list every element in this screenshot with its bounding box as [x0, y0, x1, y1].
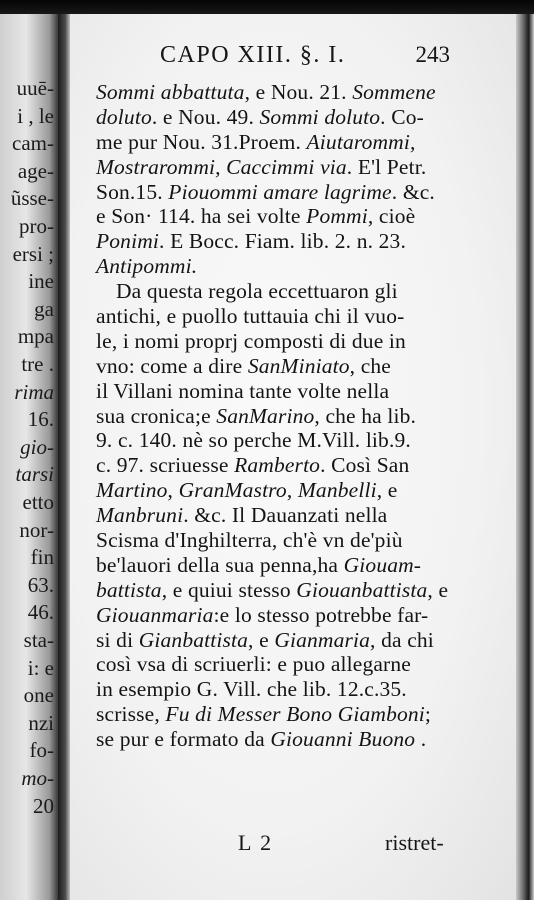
left-page-fragment: rima: [14, 379, 54, 404]
italic-text: SanMarino: [216, 403, 315, 428]
roman-text: . &c. Il Dauanzati nella: [183, 503, 388, 528]
left-page-fragment: ine: [28, 269, 54, 294]
roman-text: . E Bocc. Fiam. lib. 2. n. 23.: [159, 229, 406, 254]
text-line: [96, 453, 486, 478]
roman-text: me pur Nou. 31.Proem.: [96, 129, 307, 154]
left-page-fragment: uuē-: [16, 76, 54, 100]
italic-text: Aiutarommi,: [306, 129, 416, 154]
text-line: [96, 528, 486, 553]
roman-text: , da chi: [370, 627, 434, 652]
left-page-fragment: fin: [30, 545, 54, 570]
text-line: [96, 279, 486, 304]
roman-text: be'lauori della sua penna,ha: [96, 552, 344, 577]
left-page-fragment: etto: [22, 490, 54, 514]
left-page-fragment: age-: [17, 158, 54, 183]
roman-text: ,: [167, 478, 179, 503]
left-page-fragment: ũsse-: [10, 186, 54, 211]
italic-text: Giouam-: [343, 552, 422, 577]
italic-text: Martino: [96, 478, 168, 503]
text-line: [96, 254, 486, 279]
italic-text: Sommene: [352, 80, 436, 104]
left-page-fragment: one: [23, 683, 54, 708]
left-page-fragment: sta-: [23, 628, 54, 652]
page-header: [70, 42, 516, 72]
italic-text: GranMastro: [178, 478, 287, 503]
roman-text: , e quiui stesso: [161, 577, 297, 602]
left-page-fragment: 20: [33, 793, 54, 818]
roman-text: vno: come a dire: [96, 353, 248, 378]
left-page-fragment: pro-: [19, 214, 54, 238]
italic-text: Pommi: [306, 204, 368, 229]
left-page-fragment: nor-: [19, 517, 54, 542]
text-block: [96, 80, 486, 752]
roman-text: , che: [349, 353, 391, 378]
roman-text: c. 97. scriuesse: [96, 453, 235, 478]
left-page-fragment: nzi: [28, 710, 54, 735]
right-page-edge: [516, 14, 534, 900]
roman-text: :e lo stesso potrebbe far-: [213, 602, 429, 627]
page-footer: [70, 830, 516, 858]
catchword: ristret-: [385, 830, 444, 855]
roman-text: Scisma d'Inghilterra, ch'è vn de'più: [96, 528, 403, 553]
italic-text: Gianbattista: [138, 627, 249, 652]
italic-text: Fu di Messer Bono Giamboni: [165, 702, 425, 727]
page-number: 243: [415, 42, 450, 67]
italic-text: battista: [96, 577, 162, 602]
roman-text: e Son· 114. ha sei volte: [96, 204, 307, 229]
italic-text: Ponimi: [96, 229, 160, 254]
text-line: [96, 204, 486, 229]
left-page-fragment: ersi ;: [12, 241, 54, 266]
left-page-fragment: gio-: [20, 434, 54, 459]
roman-text: 9. c. 140. nè so perche M.Vill. lib.9.: [96, 428, 411, 453]
text-line: [96, 155, 486, 180]
roman-text: ,: [286, 478, 298, 503]
roman-text: . E'l Petr.: [346, 154, 427, 179]
roman-text: antichi, e puollo tuttauia chi il vuo-: [96, 304, 405, 329]
left-page-fragment: 63.: [27, 572, 54, 597]
roman-text: .: [415, 727, 427, 752]
left-page-fragment: fo-: [29, 738, 54, 763]
roman-text: Son.15.: [96, 179, 169, 204]
roman-text: , e: [427, 577, 449, 602]
roman-text: , e Nou. 21.: [244, 80, 353, 104]
running-head: CAPO XIII. §. I.: [160, 42, 346, 68]
text-line: [96, 553, 486, 578]
italic-text: Piouommi amare lagrime: [168, 179, 392, 204]
roman-text: . e Nou. 49.: [151, 104, 260, 129]
roman-text: in esempio G. Vill. che lib. 12.c.35.: [96, 677, 407, 702]
text-line: [96, 80, 486, 105]
text-line: [96, 478, 486, 503]
text-line: [96, 428, 486, 453]
italic-text: Manbelli: [297, 478, 377, 503]
text-line: [96, 105, 486, 130]
left-page-fragment: i , le: [17, 103, 54, 128]
text-line: [96, 180, 486, 205]
text-line: [96, 503, 486, 528]
italic-text: Giouanmaria: [96, 602, 214, 627]
roman-text: , cioè: [367, 204, 416, 229]
italic-text: Sommi abbattuta: [96, 80, 245, 104]
roman-text: così vsa di scriuerli: e puo allegarne: [96, 652, 411, 677]
left-page-fragment: tarsi: [15, 462, 54, 487]
roman-text: si di: [96, 627, 139, 652]
left-page-fragment: tre .: [21, 352, 54, 376]
roman-text: , e: [248, 627, 275, 652]
text-line: [96, 404, 486, 429]
text-line: [96, 130, 486, 155]
left-page-fragment: 16.: [27, 407, 54, 432]
roman-text: Da questa regola eccettuaron gli: [116, 279, 398, 304]
text-line: [96, 379, 486, 404]
roman-text: . &c.: [391, 179, 435, 204]
roman-text: sua cronica;e: [96, 403, 217, 428]
italic-text: Manbruni: [96, 503, 184, 528]
roman-text: . Co-: [380, 104, 424, 129]
text-line: [96, 652, 486, 677]
roman-text: il Villani nomina tante volte nella: [96, 378, 390, 403]
left-page-fragment: i: e: [27, 655, 54, 680]
left-facing-page: [0, 14, 58, 900]
roman-text: se pur e formato da: [96, 727, 271, 752]
text-line: [96, 702, 486, 727]
italic-text: SanMiniato: [247, 353, 350, 378]
text-line: [96, 628, 486, 653]
italic-text: Antipommi.: [96, 254, 198, 279]
roman-text: ;: [424, 702, 432, 727]
book-gutter: [58, 14, 70, 900]
left-page-fragment: mo-: [21, 766, 54, 790]
text-line: [96, 677, 486, 702]
italic-text: Mostrarommi, Caccimmi via: [96, 154, 347, 179]
left-page-fragment: 46.: [27, 600, 54, 625]
signature-mark: L 2: [238, 830, 274, 855]
left-page-fragment: ga: [34, 296, 54, 321]
roman-text: , che ha lib.: [314, 403, 417, 428]
roman-text: , e: [376, 478, 398, 503]
italic-text: Ramberto: [234, 453, 321, 478]
text-line: [96, 603, 486, 628]
italic-text: Sommi doluto: [259, 104, 381, 129]
italic-text: Giouanni Buono: [270, 727, 416, 752]
roman-text: . Così San: [320, 453, 410, 478]
text-line: [96, 229, 486, 254]
text-line: [96, 578, 486, 603]
text-line: [96, 329, 486, 354]
main-page: [70, 14, 516, 900]
roman-text: le, i nomi proprj composti di due in: [96, 328, 406, 353]
roman-text: scrisse,: [96, 702, 166, 727]
italic-text: doluto: [96, 104, 152, 129]
italic-text: Gianmaria: [274, 627, 371, 652]
left-page-fragment: mpa: [17, 324, 54, 349]
text-line: [96, 727, 486, 752]
text-line: [96, 304, 486, 329]
italic-text: Giouanbattista: [296, 577, 428, 602]
text-line: [96, 354, 486, 379]
left-page-fragment: cam-: [12, 131, 54, 156]
